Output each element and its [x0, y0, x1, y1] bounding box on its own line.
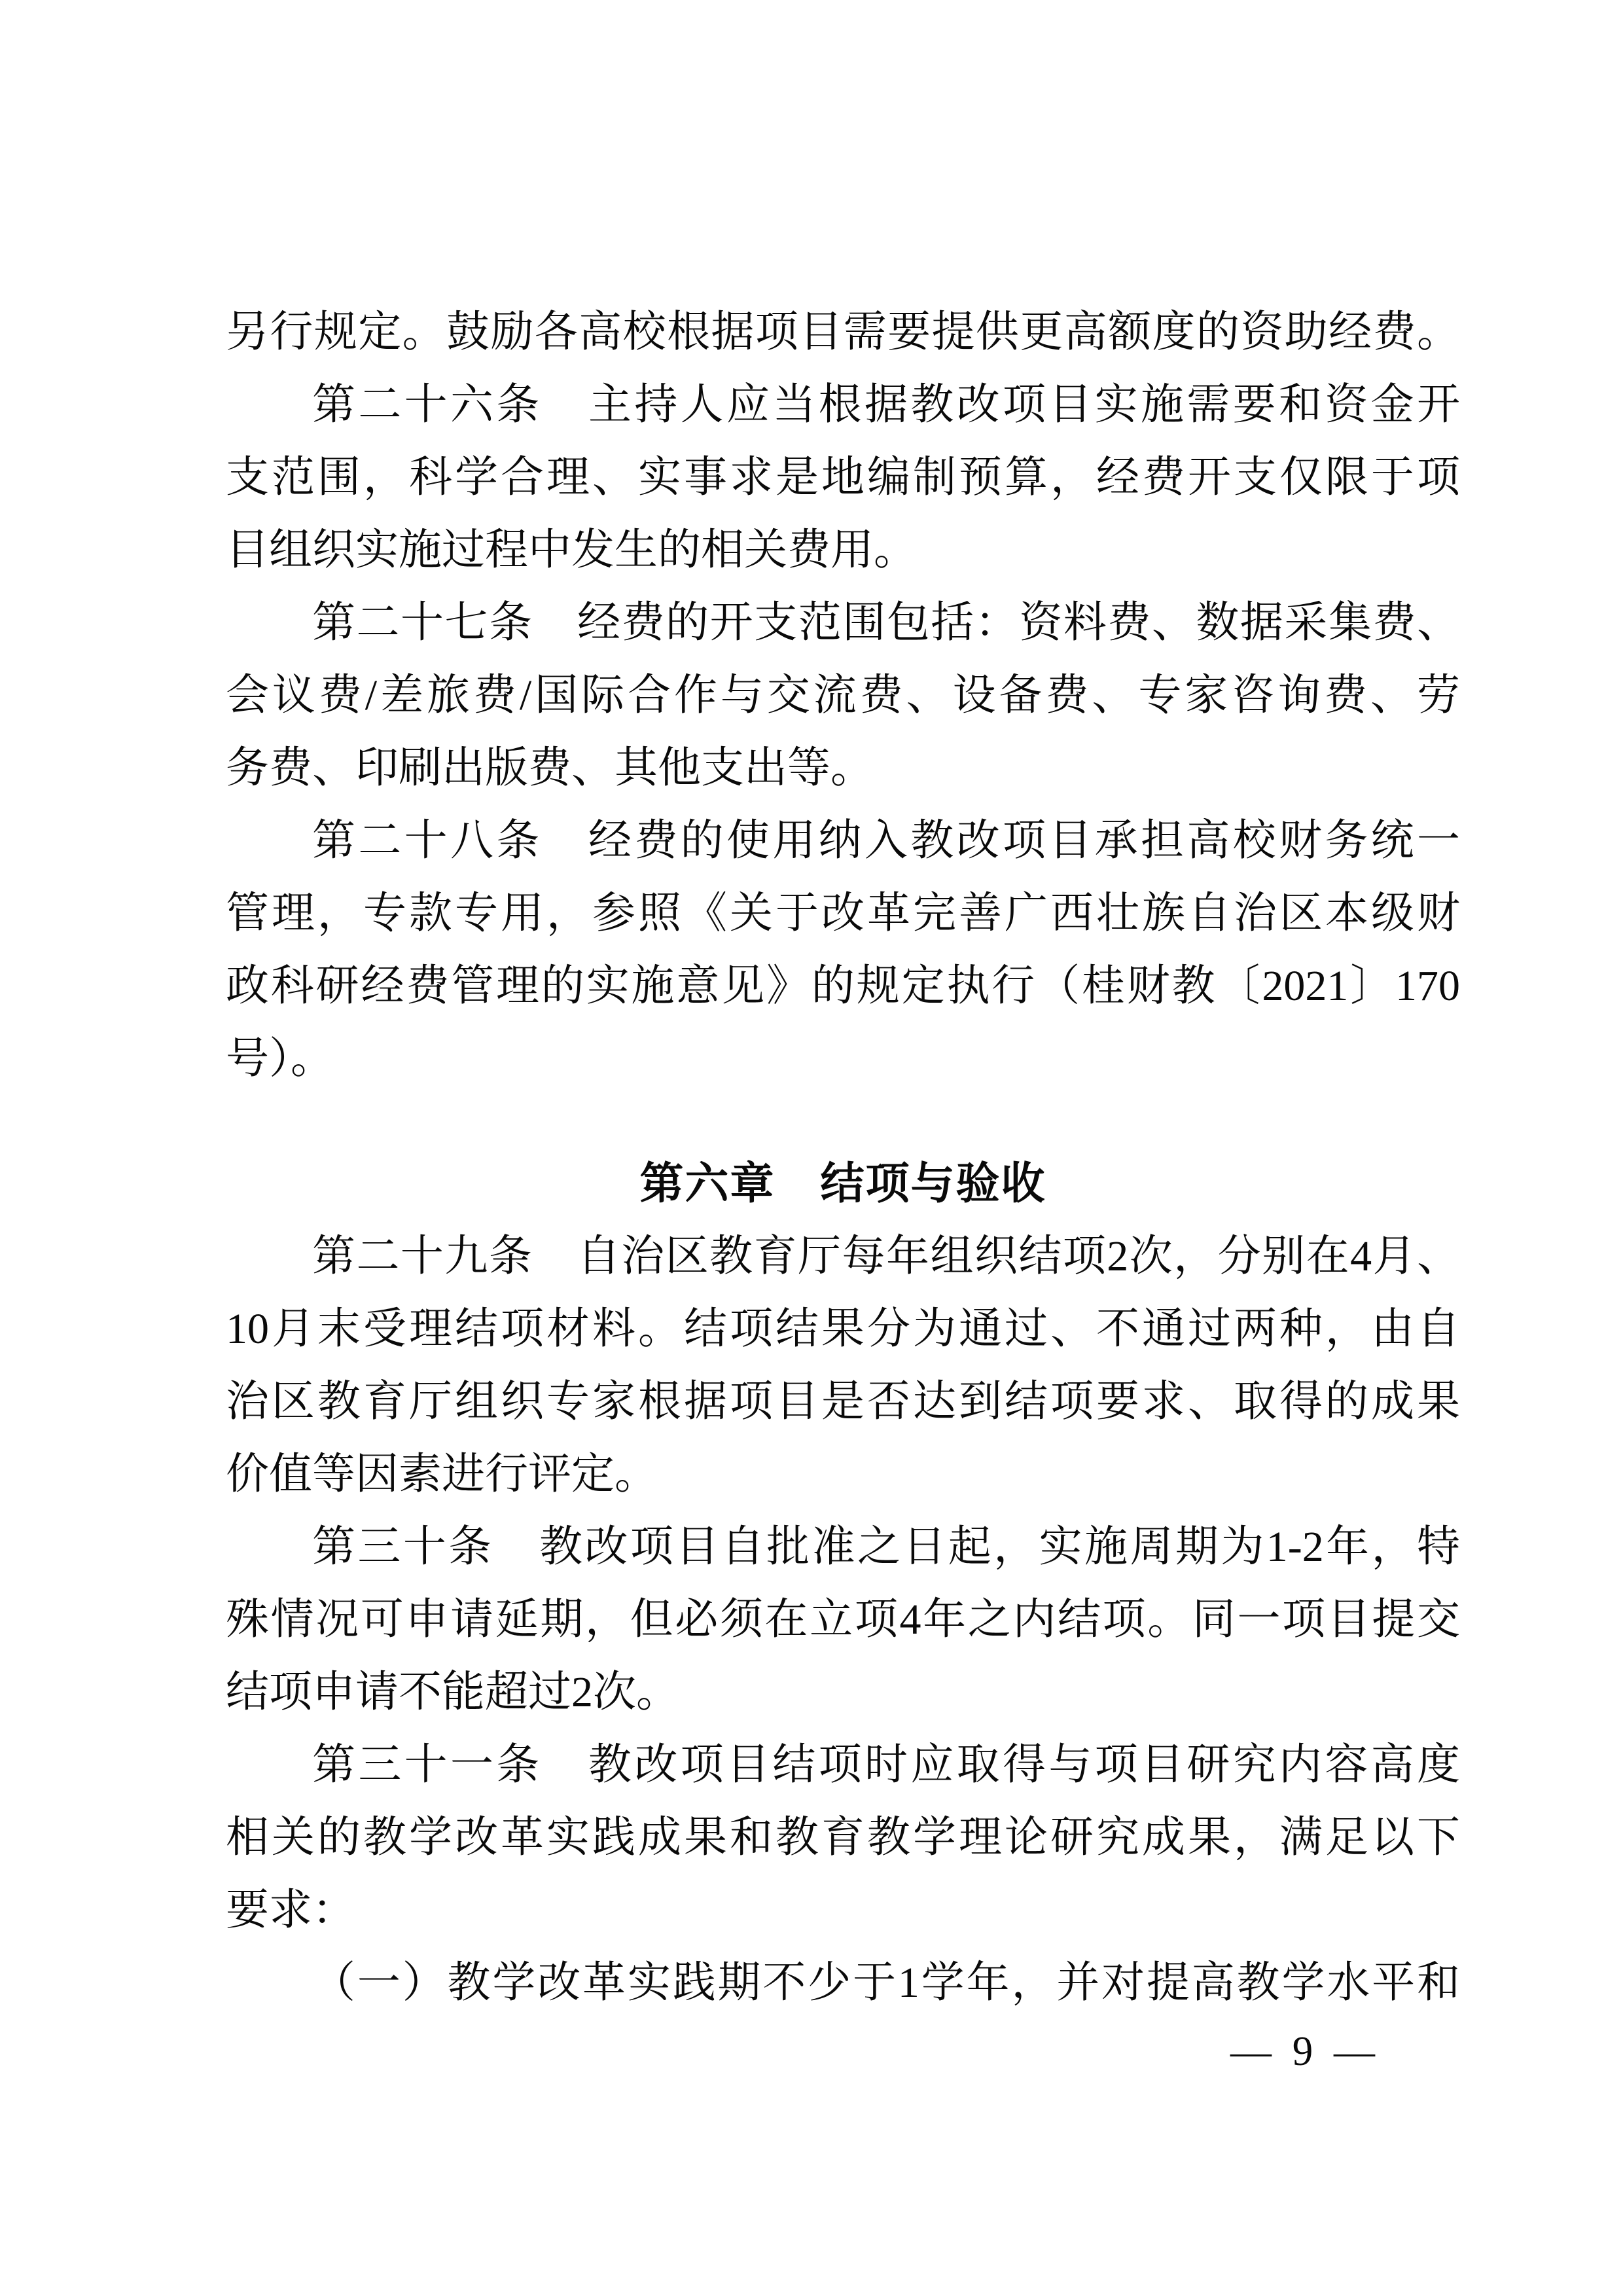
- body-line: （一）教学改革实践期不少于1学年，并对提高教学水平和: [312, 1959, 1460, 2007]
- body-line: 第二十八条 经费的使用纳入教改项目承担高校财务统一: [312, 817, 1460, 865]
- body-line: 相关的教学改革实践成果和教育教学理论研究成果，满足以下: [226, 1814, 1460, 1861]
- body-line: 目组织实施过程中发生的相关费用。: [226, 526, 917, 574]
- body-line: 殊情况可申请延期，但必须在立项4年之内结项。同一项目提交: [226, 1596, 1460, 1643]
- page-number: — 9 —: [1230, 2028, 1375, 2074]
- body-line: 治区教育厅组织专家根据项目是否达到结项要求、取得的成果: [226, 1378, 1460, 1426]
- body-line: 第三十一条 教改项目结项时应取得与项目研究内容高度: [312, 1741, 1460, 1789]
- body-line: 政科研经费管理的实施意见》的规定执行（桂财教〔2021〕170: [226, 962, 1460, 1010]
- body-line: 结项申请不能超过2次。: [226, 1668, 679, 1716]
- body-line: 会议费/差旅费/国际合作与交流费、设备费、专家咨询费、劳: [226, 672, 1460, 719]
- body-line: 第二十六条 主持人应当根据教改项目实施需要和资金开: [312, 381, 1460, 429]
- body-line: 要求：: [226, 1886, 355, 1934]
- body-line: 支范围，科学合理、实事求是地编制预算，经费开支仅限于项: [226, 454, 1460, 501]
- chapter-heading: 第六章 结项与验收: [639, 1159, 1046, 1208]
- body-line: 号）。: [226, 1035, 334, 1083]
- body-line: 第二十七条 经费的开支范围包括：资料费、数据采集费、: [312, 599, 1460, 647]
- body-line: 价值等因素进行评定。: [226, 1450, 658, 1498]
- body-line: 第三十条 教改项目自批准之日起，实施周期为1-2年，特: [312, 1523, 1460, 1571]
- text-body: [226, 296, 1460, 2019]
- body-line: 10月末受理结项材料。结项结果分为通过、不通过两种，由自: [226, 1305, 1460, 1353]
- body-line: 第二十九条 自治区教育厅每年组织结项2次，分别在4月、: [312, 1232, 1460, 1280]
- body-line: 管理，专款专用，参照《关于改革完善广西壮族自治区本级财: [226, 889, 1460, 937]
- body-line: 务费、印刷出版费、其他支出等。: [226, 744, 874, 792]
- body-line: 另行规定。鼓励各高校根据项目需要提供更高额度的资助经费。: [226, 308, 1460, 356]
